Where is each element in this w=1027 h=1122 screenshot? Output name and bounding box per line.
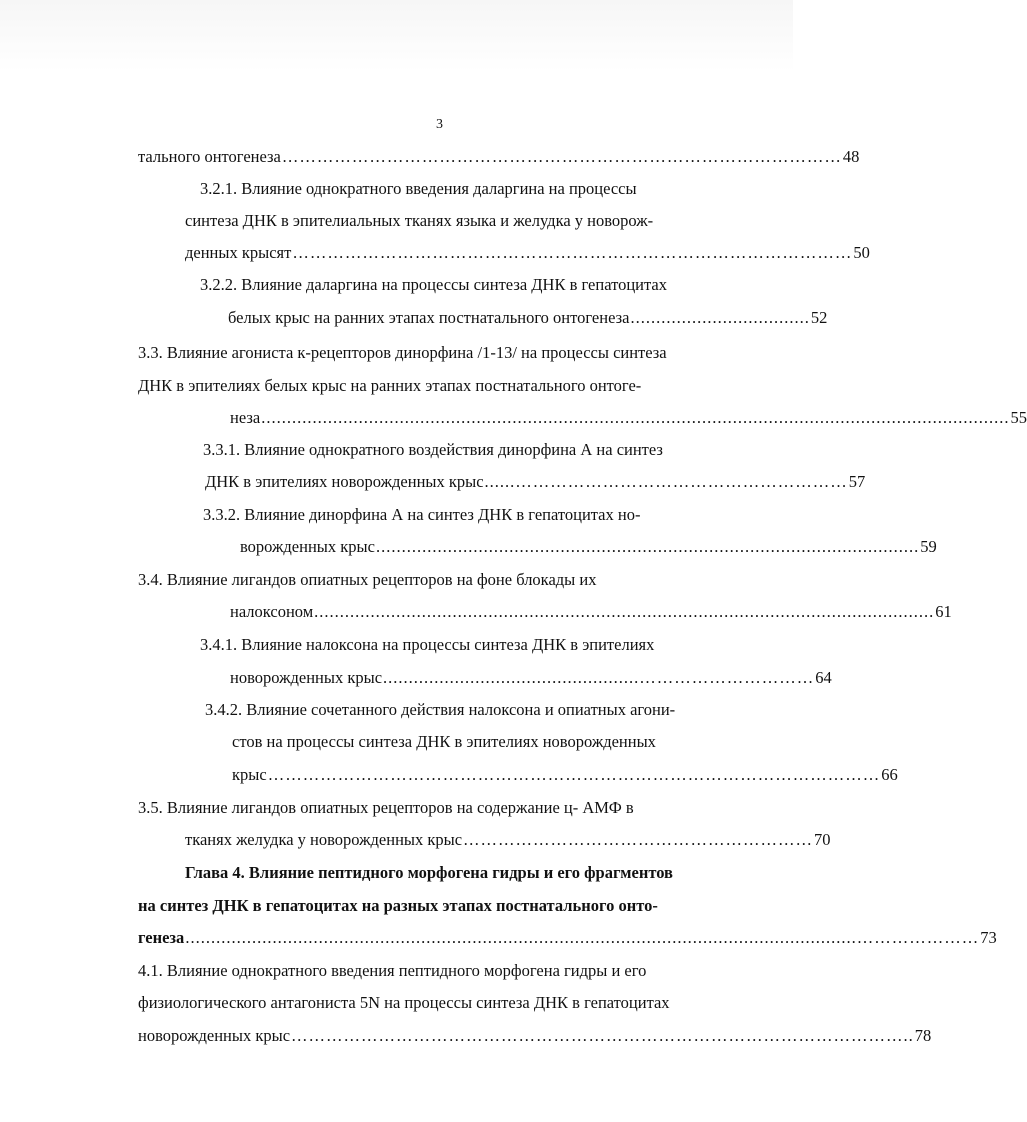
toc-entry [185,242,870,264]
leader-dots: …………………………………………………………………………………… [281,147,842,166]
toc-entry-page: 48 [842,147,860,166]
leader-dots: ..................................................………………………… [383,668,815,687]
toc-entry-page: 78 [914,1026,932,1045]
toc-entry-text: ДНК в эпителиях новорожденных крыс [205,472,484,491]
toc-entry-text: новорожденных крыс [138,1026,291,1045]
toc-entry-text: ворожденных крыс [240,537,375,556]
toc-entry-text: неза [230,408,261,427]
scan-edge [0,0,793,72]
leader-dots: ...................................................................................................................................………………… [185,928,980,947]
toc-entry-page: 52 [810,308,828,327]
toc-entry-page: 57 [848,472,866,491]
toc-line: 4.1. Влияние однократного введения пептидного морфогена гидры и его [138,961,647,980]
toc-entry [230,407,1027,429]
toc-line: 3.3.1. Влияние однократного воздействия динорфина А на синтез [203,440,663,459]
toc-entry-text: тканях желудка у новорожденных крыс [185,830,463,849]
toc-entry-text: новорожденных крыс [230,668,383,687]
toc-entry [185,829,831,851]
leader-dots: …………………………………………………………………………………………… [267,765,881,784]
toc-line: 3.4.2. Влияние сочетанного действия налоксона и опиатных агони- [205,700,676,719]
toc-entry-page: 73 [980,928,997,947]
leader-dots: .................................................................................................................................................. [261,408,1010,427]
toc-entry-page: 55 [1010,408,1027,427]
toc-entry-text: денных крысят [185,243,292,262]
toc-entry [205,471,866,493]
toc-entry [230,667,832,689]
toc-line: 3.2.1. Влияние однократного введения даларгина на процессы [200,179,637,198]
toc-entry-page: 64 [815,668,832,687]
toc-entry-text: налоксоном [230,602,314,621]
leader-dots: .......................................................................................................... [375,537,920,556]
leader-dots: ......................................................................................................................... [314,602,935,621]
toc-entry-page: 70 [814,830,831,849]
toc-entry-page: 66 [881,765,898,784]
toc-entry [228,307,828,329]
toc-entry-text: генеза [138,928,185,947]
toc-line: 3.4.1. Влияние налоксона на процессы синтеза ДНК в эпителиях [200,635,655,654]
toc-entry [240,536,937,558]
toc-line: ДНК в эпителиях белых крыс на ранних этапах постнатального онтоге- [138,376,642,395]
toc-line: физиологического антагониста 5N на процессы синтеза ДНК в гепатоцитах [138,993,670,1012]
leader-dots: …………………………………………………………………………………………….. [291,1026,914,1045]
page-number: 3 [436,117,443,132]
toc-line: синтеза ДНК в эпителиальных тканях языка и желудка у новорож- [185,211,654,230]
toc-line: 3.3. Влияние агониста к-рецепторов динорфина /1-13/ на процессы синтеза [138,343,667,362]
toc-line: стов на процессы синтеза ДНК в эпителиях новорожденных [232,732,656,751]
toc-line: 3.3.2. Влияние динорфина А на синтез ДНК в гепатоцитах но- [203,505,641,524]
toc-entry [138,146,860,168]
toc-entry-page: 61 [935,602,952,621]
leader-dots: ................................... [630,308,810,327]
toc-entry-text: крыс [232,765,267,784]
toc-entry-page: 59 [920,537,937,556]
leader-dots: …………………………………………………… [463,830,814,849]
toc-line: 3.5. Влияние лигандов опиатных рецепторов на содержание ц- АМФ в [138,798,634,817]
chapter-heading: Глава 4. Влияние пептидного морфогена гидры и его фрагментов [185,863,673,882]
toc-entry [138,927,997,949]
leader-dots: …………………………………………………………………………………… [292,243,853,262]
toc-entry-page: 50 [853,243,870,262]
toc-entry-text: белых крыс на ранних этапах постнатального онтогенеза [228,308,630,327]
leader-dots: ......………………………………………………… [484,472,848,491]
chapter-heading: на синтез ДНК в гепатоцитах на разных этапах постнатального онто- [138,896,658,915]
toc-entry [230,601,952,623]
toc-entry [232,764,898,786]
toc-line: 3.2.2. Влияние даларгина на процессы синтеза ДНК в гепатоцитах [200,275,667,294]
toc-entry [138,1025,932,1047]
toc-entry-text: тального онтогенеза [138,147,281,166]
toc-line: 3.4. Влияние лигандов опиатных рецепторов на фоне блокады их [138,570,597,589]
